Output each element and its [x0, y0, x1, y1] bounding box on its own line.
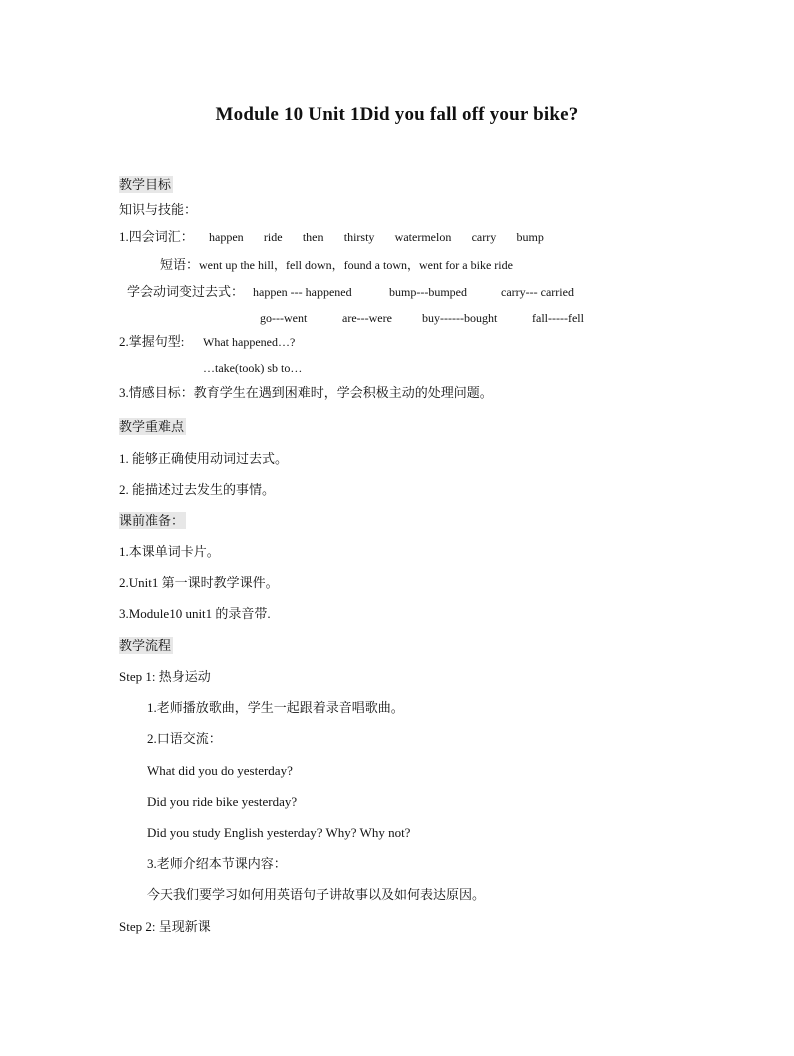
- vocab-word: watermelon: [394, 230, 452, 244]
- past-tense-pair: are---were: [342, 311, 392, 325]
- list-item: 2.Unit1 第一课时教学课件。: [119, 575, 279, 590]
- step-item: 1.老师播放歌曲，学生一起跟着录音唱歌曲。: [147, 700, 404, 715]
- past-tense-row: [127, 283, 244, 301]
- section-heading-preparation: [119, 512, 186, 530]
- list-item: 1. 能够正确使用动词过去式。: [119, 451, 289, 466]
- sentence-pattern: What happened…?: [203, 335, 296, 349]
- step-item: 2.口语交流：: [147, 731, 222, 746]
- phrases-label: 短语：: [160, 257, 200, 272]
- past-tense-pair: fall-----fell: [532, 311, 584, 325]
- section-heading-text: 教学目标: [119, 177, 172, 192]
- past-tense-pair: buy------bought: [422, 311, 498, 325]
- dialogue-line: Did you ride bike yesterday?: [147, 794, 298, 809]
- phrases-row: [160, 256, 513, 274]
- knowledge-label: 知识与技能：: [119, 202, 198, 217]
- sentence-pattern: …take(took) sb to…: [203, 361, 303, 375]
- sentence-label: 2.掌握句型:: [119, 334, 185, 349]
- past-tense-pair: happen --- happened: [253, 285, 352, 299]
- step-heading: Step 2: 呈现新课: [119, 919, 211, 934]
- vocab-row: [119, 228, 544, 246]
- dialogue-line: Did you study English yesterday? Why? Why not?: [147, 825, 411, 840]
- vocab-label: 1.四会词汇：: [119, 229, 194, 244]
- emotion-objective: 3.情感目标：教育学生在遇到困难时，学会积极主动的处理问题。: [119, 385, 493, 400]
- list-item: 1.本课单词卡片。: [119, 544, 220, 559]
- step-item: 3.老师介绍本节课内容：: [147, 856, 287, 871]
- past-tense-label: 学会动词变过去式：: [127, 284, 245, 299]
- section-heading-text: 教学流程: [119, 638, 172, 653]
- past-tense-pair: bump---bumped: [389, 285, 467, 299]
- section-heading-text: 教学重难点: [119, 419, 185, 434]
- vocab-word: happen: [209, 230, 244, 244]
- sentence-row: [119, 333, 184, 351]
- vocab-word: carry: [471, 230, 497, 244]
- vocab-word: then: [302, 230, 324, 244]
- section-heading-procedure: [119, 637, 173, 655]
- phrases-text: went up the hill，fell down，found a town，went for a bike ride: [199, 258, 513, 272]
- vocab-word: bump: [516, 230, 544, 244]
- past-tense-pair: go---went: [260, 311, 308, 325]
- dialogue-line: What did you do yesterday?: [147, 763, 293, 778]
- section-heading-key-points: [119, 418, 186, 436]
- vocab-word: thirsty: [343, 230, 375, 244]
- section-heading-text: 课前准备：: [119, 513, 185, 528]
- page-title: Module 10 Unit 1Did you fall off your bike?: [215, 104, 579, 125]
- past-tense-pair: carry--- carried: [501, 285, 574, 299]
- step-item: 今天我们要学习如何用英语句子讲故事以及如何表达原因。: [147, 887, 486, 902]
- section-heading-objectives: [119, 176, 173, 194]
- list-item: 2. 能描述过去发生的事情。: [119, 482, 276, 497]
- vocab-word: ride: [263, 230, 283, 244]
- step-heading: Step 1: 热身运动: [119, 669, 211, 684]
- list-item: 3.Module10 unit1 的录音带.: [119, 606, 271, 621]
